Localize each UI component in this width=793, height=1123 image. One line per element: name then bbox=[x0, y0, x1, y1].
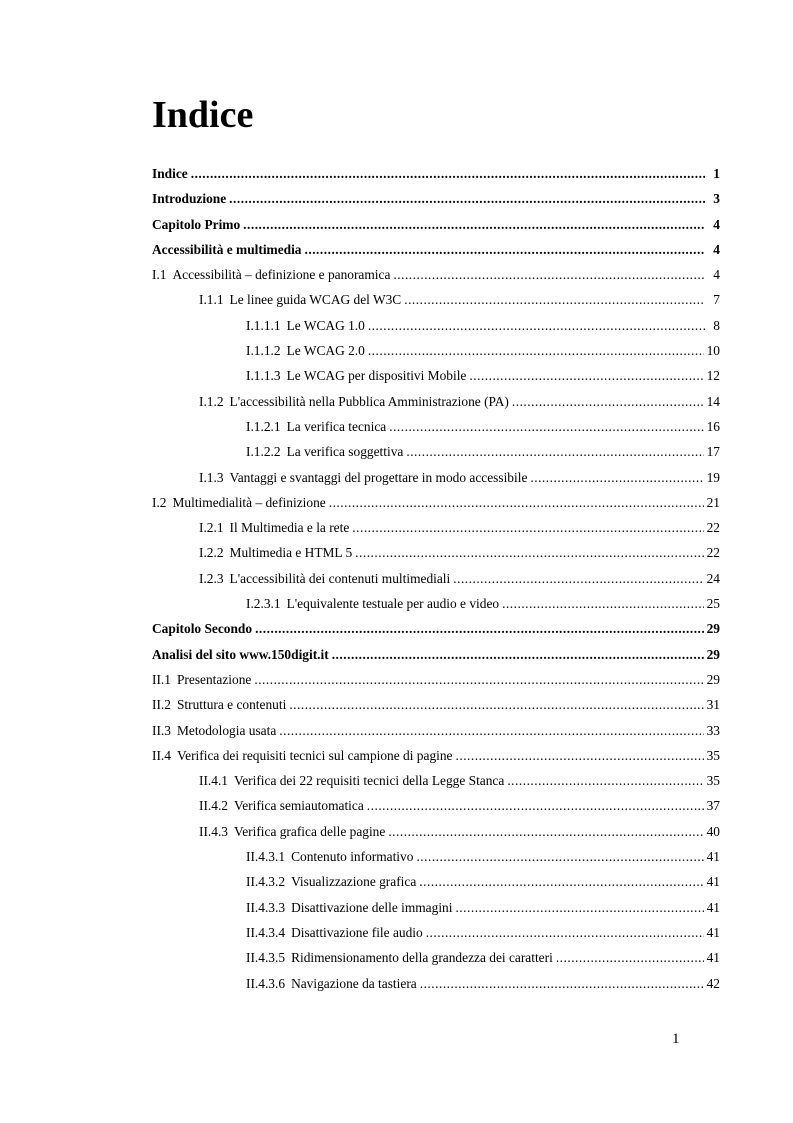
toc-entry-title: L'accessibilità nella Pubblica Amministrazione (PA) bbox=[229, 393, 509, 409]
toc-dot-leader bbox=[279, 718, 703, 743]
toc-dot-leader bbox=[254, 667, 703, 692]
toc-dot-leader bbox=[367, 793, 704, 818]
toc-entry-title: Struttura e contenuti bbox=[176, 697, 287, 713]
toc-entry-page: 16 bbox=[706, 418, 720, 434]
toc-entry-page: 4 bbox=[713, 216, 720, 232]
toc-entry-number: I.1.2.1 bbox=[246, 418, 281, 434]
toc-entry-number: II.4.3.4 bbox=[246, 924, 286, 940]
toc-entry-page: 17 bbox=[706, 444, 720, 460]
toc-entry-title: Analisi del sito www.150digit.it bbox=[152, 646, 329, 662]
toc-entry-number: II.2 bbox=[152, 697, 171, 713]
toc-entry-page: 33 bbox=[706, 722, 720, 738]
toc-entry-title: Indice bbox=[152, 166, 188, 181]
toc-dot-leader bbox=[332, 642, 704, 667]
toc-entry-title: L'equivalente testuale per audio e video bbox=[286, 596, 500, 612]
toc-dot-leader bbox=[456, 743, 704, 768]
toc-dot-leader bbox=[416, 844, 703, 869]
toc-entry-title: Le WCAG 2.0 bbox=[286, 343, 365, 359]
toc-entry-page: 3 bbox=[713, 191, 720, 207]
toc-entry-title: Vantaggi e svantaggi del progettare in modo accessibile bbox=[229, 469, 528, 485]
toc-entry-title: Metodologia usata bbox=[176, 722, 277, 738]
toc-entry-number: I.1 bbox=[152, 267, 167, 283]
toc-entry[interactable] bbox=[152, 768, 720, 793]
toc-entry-title: L'accessibilità dei contenuti multimediali bbox=[229, 570, 451, 586]
toc-entry-number: I.2.2 bbox=[199, 545, 224, 561]
toc-entry-page: 42 bbox=[706, 975, 720, 991]
toc-entry[interactable] bbox=[152, 971, 720, 996]
toc-entry-number: II.4 bbox=[152, 747, 171, 763]
toc-entry-title: Ridimensionamento della grandezza dei caratteri bbox=[291, 950, 553, 966]
toc-entry-number: II.4.2 bbox=[199, 798, 229, 814]
toc-entry[interactable] bbox=[152, 363, 720, 388]
toc-entry[interactable] bbox=[152, 237, 720, 262]
toc-entry-number: II.4.3 bbox=[199, 823, 229, 839]
toc-entry-page: 1 bbox=[713, 166, 720, 181]
toc-entry[interactable] bbox=[152, 414, 720, 439]
toc-entry-title: Capitolo Primo bbox=[152, 216, 241, 232]
toc-dot-leader bbox=[393, 262, 705, 287]
toc-entry-title: Contenuto informativo bbox=[291, 849, 414, 865]
toc-entry[interactable] bbox=[152, 338, 720, 363]
toc-entry-page: 29 bbox=[706, 621, 720, 637]
toc-entry-title: Visualizzazione grafica bbox=[291, 874, 417, 890]
toc-dot-leader bbox=[556, 945, 704, 970]
toc-entry[interactable] bbox=[152, 616, 720, 641]
toc-entry-title: Le WCAG per dispositivi Mobile bbox=[286, 368, 467, 384]
toc-dot-leader bbox=[368, 338, 704, 363]
toc-entry-page: 14 bbox=[706, 393, 720, 409]
toc-entry[interactable] bbox=[152, 793, 720, 818]
toc-entry-number: II.4.3.3 bbox=[246, 899, 286, 915]
toc-entry-title: Multimedialità – definizione bbox=[172, 494, 326, 510]
toc-entry-page: 22 bbox=[706, 545, 720, 561]
toc-entry-page: 41 bbox=[706, 874, 720, 890]
toc-entry-number: II.4.3.6 bbox=[246, 975, 286, 991]
toc-dot-leader bbox=[243, 212, 705, 237]
table-of-contents bbox=[152, 161, 720, 996]
toc-entry-page: 10 bbox=[706, 343, 720, 359]
toc-entry-page: 21 bbox=[706, 494, 720, 510]
toc-dot-leader bbox=[389, 414, 703, 439]
toc-entry[interactable] bbox=[152, 819, 720, 844]
toc-entry-number: II.4.1 bbox=[199, 773, 229, 789]
toc-dot-leader bbox=[255, 616, 704, 641]
toc-dot-leader bbox=[305, 237, 705, 262]
toc-entry[interactable] bbox=[152, 743, 720, 768]
toc-entry-page: 12 bbox=[706, 368, 720, 384]
toc-entry-number: I.2.3.1 bbox=[246, 596, 281, 612]
toc-entry-title: Accessibilità e multimedia bbox=[152, 241, 302, 257]
toc-dot-leader bbox=[368, 313, 705, 338]
toc-entry-title: Disattivazione delle immagini bbox=[291, 899, 453, 915]
toc-dot-leader bbox=[352, 515, 703, 540]
toc-entry-number: I.2.1 bbox=[199, 520, 224, 536]
toc-dot-leader bbox=[229, 186, 705, 211]
toc-entry-page: 41 bbox=[706, 950, 720, 966]
toc-entry-title: Verifica grafica delle pagine bbox=[234, 823, 386, 839]
toc-entry-number: II.4.3.1 bbox=[246, 849, 286, 865]
toc-entry-page: 24 bbox=[706, 570, 720, 586]
toc-dot-leader bbox=[426, 920, 704, 945]
toc-entry[interactable] bbox=[152, 566, 720, 591]
toc-entry-title: Introduzione bbox=[152, 191, 227, 207]
toc-dot-leader bbox=[329, 490, 704, 515]
toc-entry[interactable] bbox=[152, 642, 720, 667]
toc-entry-number: I.1.1.2 bbox=[246, 343, 281, 359]
toc-entry-number: I.2 bbox=[152, 494, 167, 510]
toc-dot-leader bbox=[453, 566, 703, 591]
toc-entry-number: II.4.3.2 bbox=[246, 874, 286, 890]
toc-entry-number: II.3 bbox=[152, 722, 171, 738]
toc-entry-number: II.4.3.5 bbox=[246, 950, 286, 966]
toc-entry-title: La verifica tecnica bbox=[286, 418, 387, 434]
toc-entry[interactable] bbox=[152, 895, 720, 920]
toc-entry-title: Le WCAG 1.0 bbox=[286, 317, 365, 333]
toc-entry[interactable] bbox=[152, 439, 720, 464]
toc-entry[interactable] bbox=[152, 465, 720, 490]
page-number: 1 bbox=[672, 1031, 680, 1047]
toc-entry[interactable] bbox=[152, 920, 720, 945]
toc-entry[interactable] bbox=[152, 515, 720, 540]
toc-entry-page: 40 bbox=[706, 823, 720, 839]
toc-entry-number: I.1.3 bbox=[199, 469, 224, 485]
toc-dot-leader bbox=[502, 591, 704, 616]
toc-entry-title: Verifica dei 22 requisiti tecnici della Legge Stanca bbox=[234, 773, 505, 789]
toc-entry-page: 25 bbox=[706, 596, 720, 612]
toc-entry[interactable] bbox=[152, 591, 720, 616]
toc-entry-page: 19 bbox=[706, 469, 720, 485]
toc-entry-title: Accessibilità – definizione e panoramica bbox=[172, 267, 391, 283]
toc-entry-page: 31 bbox=[706, 697, 720, 713]
toc-entry-title: Verifica semiautomatica bbox=[234, 798, 364, 814]
toc-entry-title: Il Multimedia e la rete bbox=[229, 520, 350, 536]
toc-entry-page: 41 bbox=[706, 899, 720, 915]
toc-entry[interactable] bbox=[152, 667, 720, 692]
toc-dot-leader bbox=[530, 465, 703, 490]
toc-entry[interactable] bbox=[152, 869, 720, 894]
toc-entry[interactable] bbox=[152, 389, 720, 414]
toc-dot-leader bbox=[289, 692, 703, 717]
toc-entry-number: I.1.1.1 bbox=[246, 317, 281, 333]
toc-dot-leader bbox=[355, 540, 703, 565]
toc-entry-number: I.2.3 bbox=[199, 570, 224, 586]
toc-entry-page: 4 bbox=[713, 241, 720, 257]
toc-entry[interactable] bbox=[152, 945, 720, 970]
toc-dot-leader bbox=[455, 895, 703, 920]
toc-entry-title: Navigazione da tastiera bbox=[291, 975, 417, 991]
toc-entry-page: 37 bbox=[706, 798, 720, 814]
toc-entry-title: Disattivazione file audio bbox=[291, 924, 423, 940]
toc-entry[interactable] bbox=[152, 212, 720, 237]
toc-dot-leader bbox=[406, 439, 703, 464]
toc-entry-number: II.1 bbox=[152, 671, 171, 687]
toc-entry[interactable] bbox=[152, 262, 720, 287]
toc-dot-leader bbox=[512, 389, 704, 414]
toc-dot-leader bbox=[419, 869, 703, 894]
toc-entry[interactable] bbox=[152, 844, 720, 869]
page-title: Indice bbox=[152, 94, 254, 136]
toc-entry-title: Le linee guida WCAG del W3C bbox=[229, 292, 402, 308]
toc-entry[interactable] bbox=[152, 692, 720, 717]
toc-entry-page: 29 bbox=[706, 646, 720, 662]
toc-entry-title: Verifica dei requisiti tecnici sul campione di pagine bbox=[176, 747, 453, 763]
toc-entry[interactable] bbox=[152, 718, 720, 743]
toc-entry-title: La verifica soggettiva bbox=[286, 444, 404, 460]
toc-entry[interactable] bbox=[152, 287, 720, 312]
toc-entry-page: 35 bbox=[706, 773, 720, 789]
toc-entry-number: I.1.2.2 bbox=[246, 444, 281, 460]
toc-entry-page: 41 bbox=[706, 849, 720, 865]
toc-entry-page: 4 bbox=[713, 267, 720, 283]
toc-dot-leader bbox=[507, 768, 703, 793]
toc-entry[interactable] bbox=[152, 540, 720, 565]
toc-entry-page: 8 bbox=[713, 317, 720, 333]
toc-dot-leader bbox=[388, 819, 703, 844]
toc-entry[interactable] bbox=[152, 313, 720, 338]
toc-dot-leader bbox=[469, 363, 703, 388]
toc-entry-title: Presentazione bbox=[176, 671, 252, 687]
toc-entry-page: 7 bbox=[713, 292, 720, 308]
toc-entry-page: 29 bbox=[706, 671, 720, 687]
toc-entry-title: Capitolo Secondo bbox=[152, 621, 253, 637]
toc-entry-page: 22 bbox=[706, 520, 720, 536]
toc-entry-title: Multimedia e HTML 5 bbox=[229, 545, 353, 561]
toc-entry-page: 35 bbox=[706, 747, 720, 763]
toc-entry-page: 41 bbox=[706, 924, 720, 940]
toc-entry-number: I.1.2 bbox=[199, 393, 224, 409]
toc-dot-leader bbox=[404, 287, 705, 312]
toc-dot-leader bbox=[191, 161, 705, 186]
toc-dot-leader bbox=[420, 971, 704, 996]
toc-entry-number: I.1.1.3 bbox=[246, 368, 281, 384]
toc-entry[interactable] bbox=[152, 161, 720, 186]
toc-entry[interactable] bbox=[152, 490, 720, 515]
toc-entry[interactable] bbox=[152, 186, 720, 211]
toc-entry-number: I.1.1 bbox=[199, 292, 224, 308]
